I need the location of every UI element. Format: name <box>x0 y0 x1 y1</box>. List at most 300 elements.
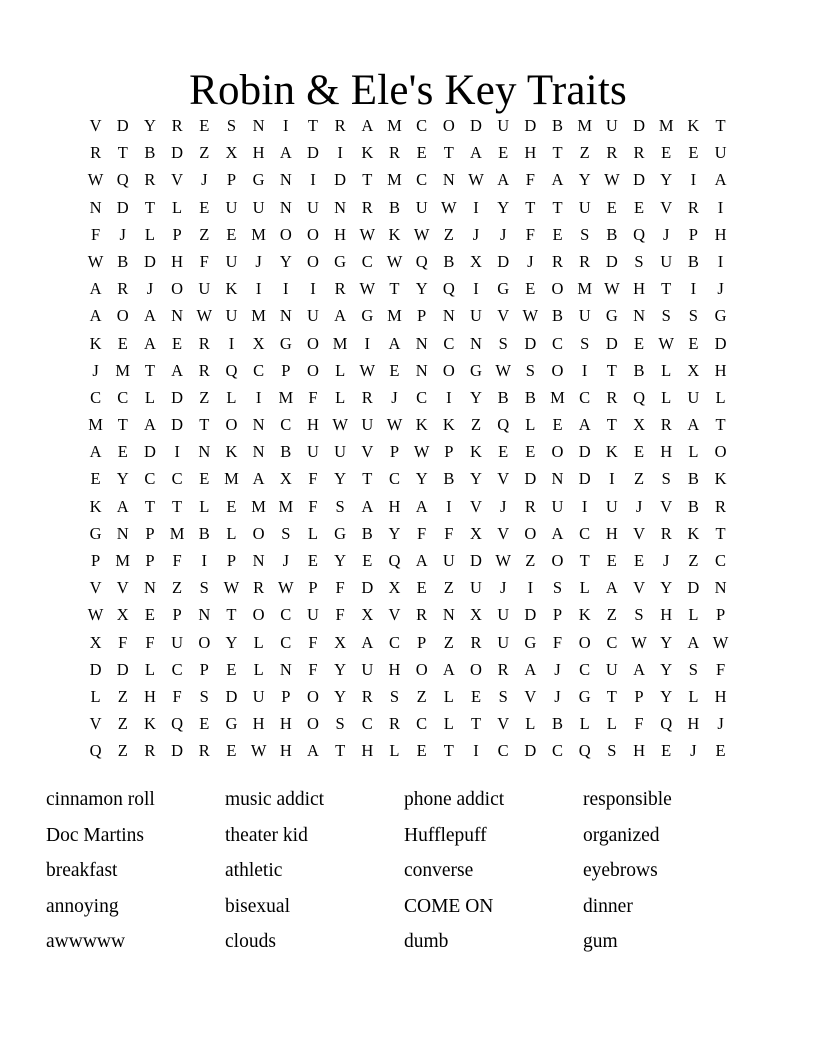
grid-letter[interactable]: S <box>552 578 563 598</box>
grid-letter[interactable]: S <box>199 578 209 598</box>
grid-letter[interactable]: Z <box>199 224 210 244</box>
grid-letter[interactable]: U <box>252 686 265 706</box>
grid-letter[interactable]: D <box>334 170 347 190</box>
grid-letter[interactable]: U <box>307 442 319 462</box>
grid-letter[interactable]: A <box>551 523 564 543</box>
grid-letter[interactable]: S <box>688 659 698 679</box>
grid-letter[interactable]: N <box>143 578 156 598</box>
grid-letter[interactable]: I <box>364 333 371 353</box>
grid-letter[interactable]: I <box>255 279 262 299</box>
grid-letter[interactable]: E <box>661 741 672 761</box>
grid-letter[interactable]: N <box>279 306 292 326</box>
grid-letter[interactable]: E <box>661 143 672 163</box>
grid-letter[interactable]: D <box>714 333 727 353</box>
grid-letter[interactable]: D <box>524 741 537 761</box>
word-list-item[interactable]: athletic <box>225 860 283 882</box>
grid-letter[interactable]: C <box>171 469 183 489</box>
grid-letter[interactable]: L <box>661 387 672 407</box>
grid-letter[interactable]: I <box>581 496 588 516</box>
grid-letter[interactable]: P <box>145 523 155 543</box>
grid-letter[interactable]: H <box>660 442 673 462</box>
grid-letter[interactable]: F <box>715 659 726 679</box>
grid-letter[interactable]: U <box>605 116 618 135</box>
grid-letter[interactable]: W <box>386 415 403 435</box>
grid-letter[interactable]: L <box>443 714 454 734</box>
grid-letter[interactable]: O <box>198 632 211 652</box>
grid-letter[interactable]: V <box>660 496 673 516</box>
grid-letter[interactable]: U <box>605 496 618 516</box>
grid-letter[interactable]: V <box>89 116 102 135</box>
grid-letter[interactable]: T <box>552 143 563 163</box>
grid-letter[interactable]: F <box>525 170 535 190</box>
grid-letter[interactable]: C <box>361 251 373 271</box>
grid-letter[interactable]: R <box>606 143 618 163</box>
grid-letter[interactable]: S <box>389 686 400 706</box>
grid-letter[interactable]: W <box>468 170 484 190</box>
grid-letter[interactable]: U <box>334 442 347 462</box>
grid-letter[interactable]: J <box>717 714 724 734</box>
grid-letter[interactable]: D <box>470 116 482 135</box>
grid-letter[interactable]: H <box>714 360 727 380</box>
grid-letter[interactable]: U <box>225 197 238 217</box>
grid-letter[interactable]: G <box>279 333 292 353</box>
grid-letter[interactable]: D <box>524 116 537 135</box>
grid-letter[interactable]: U <box>307 197 319 217</box>
grid-letter[interactable]: W <box>604 170 620 190</box>
grid-letter[interactable]: U <box>442 551 455 570</box>
grid-letter[interactable]: S <box>580 224 590 244</box>
grid-letter[interactable]: A <box>415 496 428 516</box>
grid-letter[interactable]: G <box>524 632 537 652</box>
grid-letter[interactable]: T <box>335 741 346 761</box>
grid-letter[interactable]: Y <box>415 469 428 489</box>
grid-letter[interactable]: K <box>687 523 700 543</box>
grid-letter[interactable]: M <box>251 224 266 244</box>
grid-letter[interactable]: K <box>687 116 700 135</box>
grid-letter[interactable]: H <box>633 279 645 299</box>
grid-letter[interactable]: O <box>252 605 265 625</box>
grid-letter[interactable]: Y <box>143 116 156 135</box>
grid-letter[interactable]: O <box>279 224 292 244</box>
grid-letter[interactable]: K <box>605 442 618 462</box>
grid-letter[interactable]: I <box>201 551 208 570</box>
grid-letter[interactable]: E <box>525 442 536 462</box>
word-list-item[interactable]: phone addict <box>404 789 505 810</box>
grid-letter[interactable]: P <box>308 578 318 598</box>
grid-letter[interactable]: Y <box>388 523 401 543</box>
grid-letter[interactable]: E <box>416 143 427 163</box>
grid-letter[interactable]: I <box>174 442 180 462</box>
grid-letter[interactable]: S <box>498 333 508 353</box>
grid-letter[interactable]: Y <box>660 632 673 652</box>
grid-letter[interactable]: W <box>413 224 430 244</box>
grid-letter[interactable]: D <box>524 469 537 489</box>
grid-letter[interactable]: E <box>117 442 128 462</box>
grid-letter[interactable]: A <box>442 659 455 679</box>
grid-letter[interactable]: C <box>416 170 428 190</box>
grid-letter[interactable]: D <box>497 251 510 271</box>
grid-letter[interactable]: M <box>88 415 103 435</box>
grid-letter[interactable]: I <box>473 197 479 217</box>
grid-letter[interactable]: E <box>552 415 563 435</box>
grid-letter[interactable]: L <box>307 523 318 543</box>
grid-letter[interactable]: L <box>715 387 726 407</box>
grid-letter[interactable]: E <box>633 551 645 570</box>
grid-letter[interactable]: F <box>444 523 454 543</box>
grid-letter[interactable]: V <box>116 578 129 598</box>
grid-letter[interactable]: R <box>90 143 102 163</box>
grid-letter[interactable]: R <box>416 605 428 625</box>
grid-letter[interactable]: K <box>225 279 238 299</box>
grid-letter[interactable]: M <box>658 116 674 135</box>
grid-letter[interactable]: U <box>497 605 510 625</box>
grid-letter[interactable]: X <box>252 333 265 353</box>
grid-letter[interactable]: V <box>361 442 374 462</box>
grid-letter[interactable]: F <box>118 632 128 652</box>
grid-letter[interactable]: N <box>279 170 292 190</box>
grid-letter[interactable]: Y <box>334 469 347 489</box>
grid-letter[interactable]: I <box>690 170 697 190</box>
grid-letter[interactable]: D <box>605 333 618 353</box>
grid-letter[interactable]: E <box>470 686 482 706</box>
grid-letter[interactable]: R <box>361 387 373 407</box>
grid-letter[interactable]: Q <box>116 170 129 190</box>
word-list-item[interactable]: breakfast <box>46 860 118 882</box>
grid-letter[interactable]: F <box>90 224 101 244</box>
grid-letter[interactable]: B <box>443 469 455 489</box>
grid-letter[interactable]: Y <box>470 469 482 489</box>
grid-letter[interactable]: Z <box>688 551 699 570</box>
grid-letter[interactable]: F <box>525 224 535 244</box>
grid-letter[interactable]: N <box>442 306 455 326</box>
grid-letter[interactable]: B <box>198 523 210 543</box>
grid-letter[interactable]: N <box>714 578 727 598</box>
grid-letter[interactable]: T <box>552 197 563 217</box>
grid-letter[interactable]: L <box>144 387 155 407</box>
grid-letter[interactable]: T <box>579 551 590 570</box>
grid-letter[interactable]: U <box>660 251 673 271</box>
grid-letter[interactable]: T <box>172 496 183 516</box>
grid-letter[interactable]: O <box>578 632 591 652</box>
grid-letter[interactable]: A <box>578 415 591 435</box>
grid-letter[interactable]: B <box>443 251 455 271</box>
grid-letter[interactable]: O <box>307 686 319 706</box>
grid-letter[interactable]: A <box>307 741 319 761</box>
grid-letter[interactable]: Z <box>443 632 454 652</box>
grid-letter[interactable]: U <box>605 659 618 679</box>
grid-letter[interactable]: P <box>688 224 698 244</box>
grid-letter[interactable]: X <box>361 605 374 625</box>
grid-letter[interactable]: N <box>116 523 129 543</box>
grid-letter[interactable]: W <box>359 360 376 380</box>
grid-letter[interactable]: M <box>224 469 239 489</box>
grid-letter[interactable]: F <box>335 605 345 625</box>
grid-letter[interactable]: E <box>389 360 400 380</box>
grid-letter[interactable]: G <box>578 686 591 706</box>
grid-letter[interactable]: A <box>633 659 645 679</box>
grid-letter[interactable]: A <box>361 632 374 652</box>
grid-letter[interactable]: P <box>281 360 291 380</box>
grid-letter[interactable]: I <box>446 387 452 407</box>
grid-letter[interactable]: A <box>687 415 700 435</box>
grid-letter[interactable]: S <box>634 251 644 271</box>
grid-letter[interactable]: J <box>119 224 126 244</box>
grid-letter[interactable]: T <box>144 496 155 516</box>
grid-letter[interactable]: I <box>228 333 235 353</box>
grid-letter[interactable]: L <box>90 686 101 706</box>
grid-letter[interactable]: G <box>252 170 265 190</box>
grid-letter[interactable]: D <box>171 143 184 163</box>
grid-letter[interactable]: Y <box>279 251 292 271</box>
grid-letter[interactable]: M <box>550 387 565 407</box>
grid-letter[interactable]: I <box>310 279 316 299</box>
grid-letter[interactable]: V <box>497 306 510 326</box>
grid-letter[interactable]: Y <box>225 632 238 652</box>
grid-letter[interactable]: L <box>688 442 699 462</box>
grid-letter[interactable]: Y <box>334 551 347 570</box>
grid-letter[interactable]: S <box>281 523 291 543</box>
grid-letter[interactable]: S <box>498 686 508 706</box>
grid-letter[interactable]: A <box>388 333 401 353</box>
grid-letter[interactable]: B <box>687 496 699 516</box>
grid-letter[interactable]: U <box>687 387 700 407</box>
grid-letter[interactable]: C <box>280 415 292 435</box>
grid-letter[interactable]: N <box>442 170 455 190</box>
grid-letter[interactable]: L <box>335 360 346 380</box>
grid-letter[interactable]: N <box>470 333 482 353</box>
grid-letter[interactable]: R <box>606 387 618 407</box>
grid-letter[interactable]: V <box>497 523 510 543</box>
grid-letter[interactable]: R <box>198 741 210 761</box>
grid-letter[interactable]: D <box>307 143 319 163</box>
grid-letter[interactable]: X <box>388 578 401 598</box>
grid-letter[interactable]: E <box>226 224 237 244</box>
word-list-item[interactable]: Doc Martins <box>46 824 145 846</box>
grid-letter[interactable]: A <box>89 306 102 326</box>
grid-letter[interactable]: E <box>525 279 536 299</box>
grid-letter[interactable]: U <box>578 197 591 217</box>
grid-letter[interactable]: A <box>279 143 292 163</box>
grid-letter[interactable]: J <box>282 551 289 570</box>
grid-letter[interactable]: X <box>470 523 482 543</box>
grid-letter[interactable]: N <box>415 360 428 380</box>
grid-letter[interactable]: R <box>660 415 672 435</box>
grid-letter[interactable]: L <box>688 605 699 625</box>
grid-letter[interactable]: N <box>89 197 102 217</box>
grid-letter[interactable]: F <box>308 632 318 652</box>
grid-letter[interactable]: F <box>417 523 427 543</box>
grid-letter[interactable]: D <box>578 442 591 462</box>
grid-letter[interactable]: U <box>225 251 238 271</box>
grid-letter[interactable]: K <box>442 415 455 435</box>
grid-letter[interactable]: M <box>115 360 131 380</box>
grid-letter[interactable]: B <box>144 143 156 163</box>
grid-letter[interactable]: H <box>252 714 265 734</box>
grid-letter[interactable]: P <box>634 686 644 706</box>
grid-letter[interactable]: Q <box>578 741 591 761</box>
grid-letter[interactable]: F <box>308 496 318 516</box>
grid-letter[interactable]: L <box>579 714 590 734</box>
grid-letter[interactable]: C <box>171 659 183 679</box>
grid-letter[interactable]: X <box>470 605 482 625</box>
grid-letter[interactable]: E <box>416 741 427 761</box>
grid-letter[interactable]: R <box>497 659 509 679</box>
grid-letter[interactable]: A <box>714 170 727 190</box>
grid-letter[interactable]: Z <box>117 686 128 706</box>
grid-letter[interactable]: U <box>415 197 428 217</box>
grid-letter[interactable]: S <box>661 469 671 489</box>
grid-letter[interactable]: D <box>225 686 238 706</box>
grid-letter[interactable]: H <box>388 659 401 679</box>
grid-letter[interactable]: P <box>172 605 182 625</box>
grid-letter[interactable]: E <box>688 333 699 353</box>
grid-letter[interactable]: L <box>525 415 536 435</box>
grid-letter[interactable]: J <box>255 251 262 271</box>
word-list-item[interactable]: music addict <box>225 789 325 810</box>
grid-letter[interactable]: B <box>524 387 536 407</box>
grid-letter[interactable]: F <box>308 387 318 407</box>
grid-letter[interactable]: C <box>715 551 727 570</box>
grid-letter[interactable]: T <box>661 279 672 299</box>
grid-letter[interactable]: B <box>687 469 699 489</box>
grid-letter[interactable]: D <box>171 415 184 435</box>
grid-letter[interactable]: Z <box>633 469 645 489</box>
grid-letter[interactable]: A <box>143 306 156 326</box>
grid-letter[interactable]: T <box>117 143 128 163</box>
word-list-item[interactable]: theater kid <box>225 824 308 846</box>
grid-letter[interactable]: D <box>361 578 374 598</box>
grid-letter[interactable]: L <box>579 578 590 598</box>
grid-letter[interactable]: B <box>388 197 400 217</box>
grid-letter[interactable]: G <box>714 306 727 326</box>
grid-letter[interactable]: N <box>252 415 265 435</box>
grid-letter[interactable]: W <box>196 306 213 326</box>
grid-letter[interactable]: Y <box>497 197 510 217</box>
grid-letter[interactable]: U <box>361 415 374 435</box>
grid-letter[interactable]: C <box>144 469 156 489</box>
grid-letter[interactable]: J <box>499 224 507 244</box>
grid-letter[interactable]: U <box>551 496 564 516</box>
letter-grid[interactable] <box>82 112 734 765</box>
grid-letter[interactable]: A <box>89 442 102 462</box>
grid-letter[interactable]: U <box>307 605 319 625</box>
grid-letter[interactable]: K <box>470 442 482 462</box>
grid-letter[interactable]: N <box>171 306 184 326</box>
grid-letter[interactable]: L <box>525 714 536 734</box>
grid-letter[interactable]: K <box>89 496 102 516</box>
grid-letter[interactable]: Q <box>497 415 510 435</box>
grid-letter[interactable]: S <box>335 496 345 516</box>
grid-letter[interactable]: T <box>226 605 237 625</box>
grid-letter[interactable]: Y <box>116 469 129 489</box>
grid-letter[interactable]: R <box>253 578 265 598</box>
grid-letter[interactable]: F <box>199 251 209 271</box>
grid-letter[interactable]: E <box>144 605 155 625</box>
grid-letter[interactable]: Z <box>443 578 454 598</box>
grid-letter[interactable]: J <box>391 387 398 407</box>
grid-letter[interactable]: O <box>307 360 319 380</box>
grid-letter[interactable]: W <box>278 578 294 598</box>
grid-letter[interactable]: S <box>580 333 590 353</box>
grid-letter[interactable]: B <box>687 251 699 271</box>
grid-letter[interactable]: R <box>334 116 346 135</box>
grid-letter[interactable]: S <box>199 686 209 706</box>
grid-letter[interactable]: I <box>310 170 316 190</box>
grid-letter[interactable]: C <box>579 387 591 407</box>
grid-letter[interactable]: J <box>662 224 670 244</box>
grid-letter[interactable]: S <box>226 116 237 135</box>
grid-letter[interactable]: Y <box>334 659 347 679</box>
grid-letter[interactable]: Q <box>660 714 673 734</box>
grid-letter[interactable]: R <box>579 251 591 271</box>
grid-letter[interactable]: Y <box>415 279 428 299</box>
grid-letter[interactable]: B <box>552 306 564 326</box>
grid-letter[interactable]: V <box>470 496 482 516</box>
grid-letter[interactable]: G <box>497 279 510 299</box>
grid-letter[interactable]: C <box>416 116 428 135</box>
grid-letter[interactable]: C <box>552 333 564 353</box>
grid-letter[interactable]: A <box>252 469 265 489</box>
grid-letter[interactable]: W <box>495 551 511 570</box>
grid-letter[interactable]: A <box>470 143 482 163</box>
grid-letter[interactable]: D <box>116 116 129 135</box>
grid-letter[interactable]: G <box>334 251 347 271</box>
grid-letter[interactable]: U <box>714 143 727 163</box>
grid-letter[interactable]: U <box>252 197 265 217</box>
grid-letter[interactable]: H <box>633 741 645 761</box>
grid-letter[interactable]: X <box>225 143 238 163</box>
grid-letter[interactable]: O <box>714 442 727 462</box>
grid-letter[interactable]: L <box>661 360 672 380</box>
grid-letter[interactable]: L <box>253 632 264 652</box>
grid-letter[interactable]: Q <box>89 741 102 761</box>
word-list-item[interactable]: responsible <box>583 789 672 810</box>
grid-letter[interactable]: L <box>335 387 346 407</box>
grid-letter[interactable]: E <box>498 442 509 462</box>
grid-letter[interactable]: N <box>442 605 455 625</box>
word-list-item[interactable]: COME ON <box>404 895 494 917</box>
grid-letter[interactable]: H <box>279 741 292 761</box>
grid-letter[interactable]: Z <box>443 224 454 244</box>
grid-letter[interactable]: N <box>551 469 564 489</box>
grid-letter[interactable]: Z <box>199 387 210 407</box>
grid-letter[interactable]: C <box>361 714 373 734</box>
grid-letter[interactable]: J <box>146 279 154 299</box>
grid-letter[interactable]: R <box>715 496 727 516</box>
grid-letter[interactable]: E <box>362 551 373 570</box>
grid-letter[interactable]: D <box>470 551 482 570</box>
grid-letter[interactable]: A <box>143 333 156 353</box>
grid-letter[interactable]: P <box>715 605 726 625</box>
grid-letter[interactable]: S <box>525 360 535 380</box>
grid-letter[interactable]: R <box>633 143 645 163</box>
grid-letter[interactable]: E <box>416 578 427 598</box>
grid-letter[interactable]: M <box>387 306 402 326</box>
grid-letter[interactable]: E <box>606 197 617 217</box>
grid-letter[interactable]: H <box>687 714 700 734</box>
grid-letter[interactable]: Y <box>660 578 673 598</box>
grid-letter[interactable]: X <box>279 469 292 489</box>
grid-letter[interactable]: K <box>143 714 156 734</box>
grid-letter[interactable]: T <box>470 714 482 734</box>
grid-letter[interactable]: W <box>413 442 430 462</box>
grid-letter[interactable]: R <box>361 686 373 706</box>
grid-letter[interactable]: A <box>171 360 184 380</box>
grid-letter[interactable]: C <box>90 387 102 407</box>
grid-letter[interactable]: R <box>361 197 373 217</box>
word-list-item[interactable]: eyebrows <box>583 860 658 882</box>
grid-letter[interactable]: V <box>524 686 537 706</box>
